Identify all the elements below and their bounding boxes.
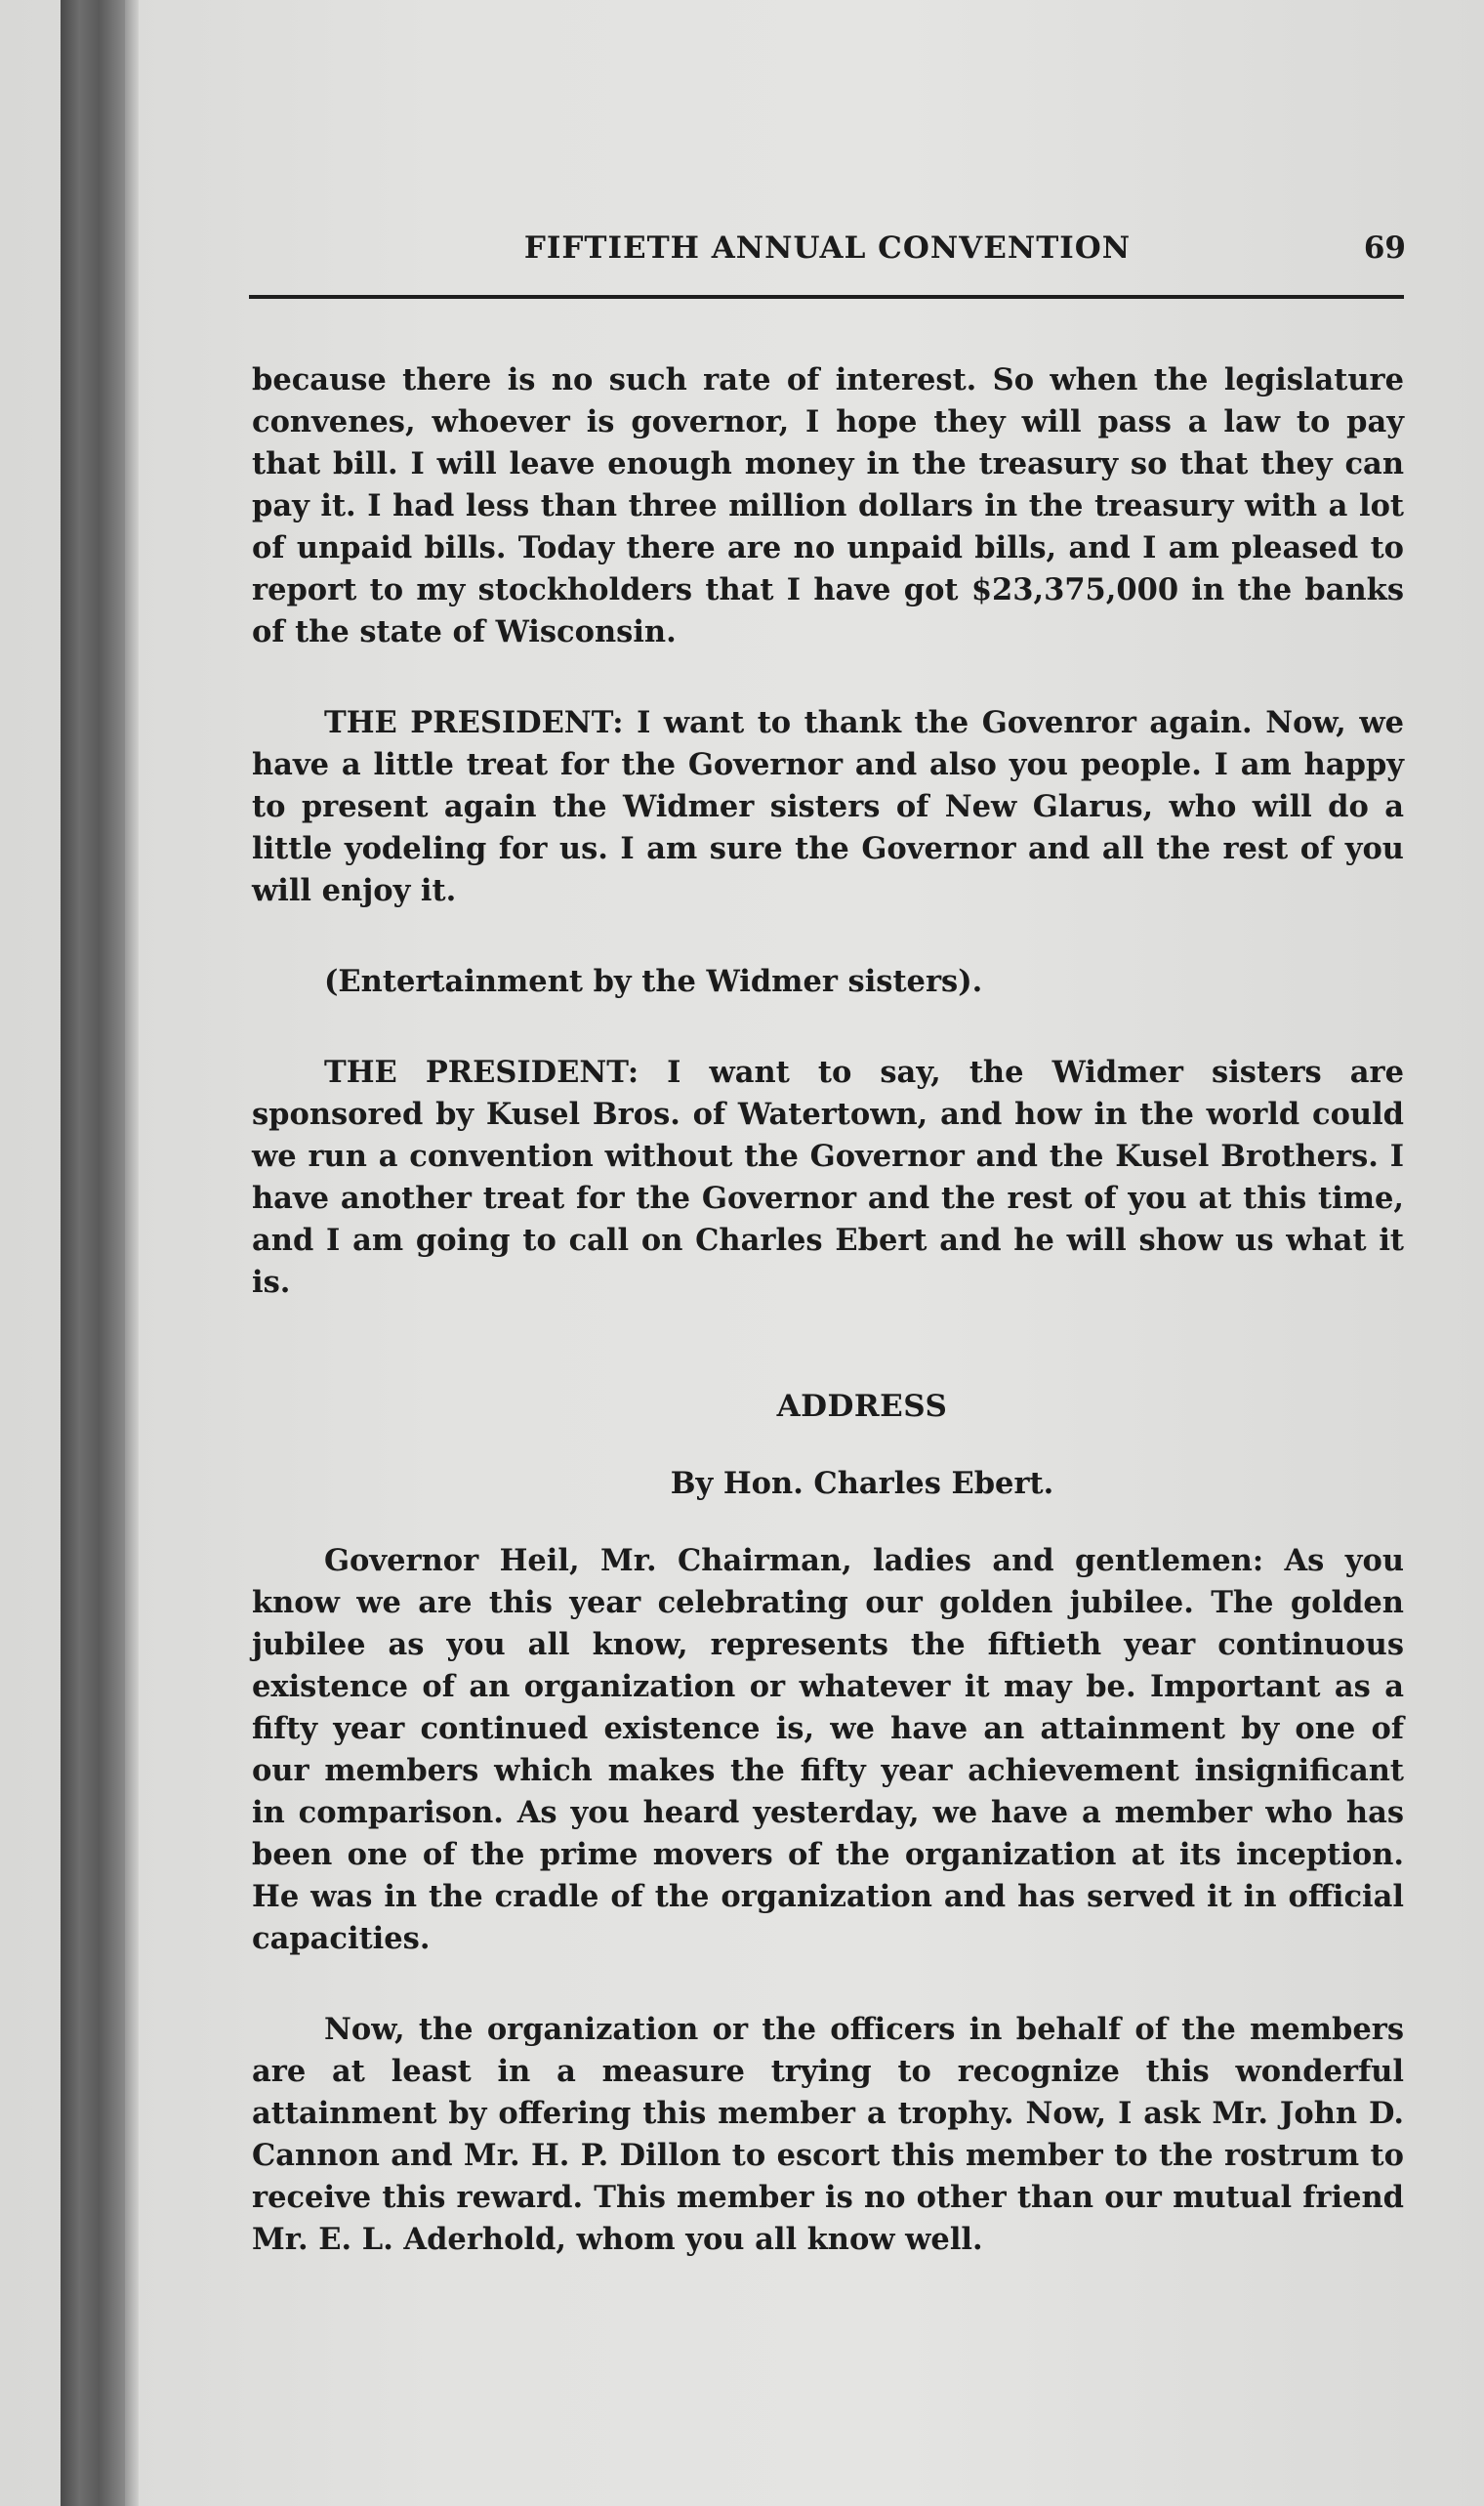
paragraph-address-1: Governor Heil, Mr. Chairman, ladies and gentlemen: As you know we are this year celebrating our golden jubilee. The golden jubilee as you all know, represents the fiftieth year continuous existence of an organization or whatever it may be. Important as a fifty year continued existence is, we have an attainment by one of our members which makes the fifty year achievement insignificant in comparison. As you heard yesterday, we have a member who has been one of the prime movers of the organization at its inception. He was in the cradle of the organization and has served it in official capacities. [252,1543,1404,1956]
paragraph-president-2: THE PRESIDENT: I want to say, the Widmer sisters are sponsored by Kusel Bros. of Watertown, and how in the world could we run a convention without the Governor and the Kusel Brothers. I have another treat for the Governor and the rest of you at this time, and I am going to call on Charles Ebert and he will show us what it is. [252,1055,1404,1300]
book-spine-shadow [61,0,125,2506]
running-title: FIFTIETH ANNUAL CONVENTION [523,230,1132,266]
page-gutter [125,0,139,2506]
page-number: 69 [1363,230,1406,266]
section-heading: ADDRESS [776,1389,948,1424]
paragraph-president-1: THE PRESIDENT: I want to thank the Govenror again. Now, we have a little treat for the Governor and also you people. I am happy to present again the Widmer sisters of New Glarus, who will do a little yodeling for us. I am sure the Governor and all the rest of you will enjoy it. [252,705,1404,908]
page-header [249,230,1406,270]
section-byline: By Hon. Charles Ebert. [670,1466,1054,1501]
paragraph-address-2: Now, the organization or the officers in behalf of the members are at least in a measure trying to recognize this wonderful attainment by offering this member a trophy. Now, I ask Mr. John D. Cannon and Mr. H. P. Dillon to escort this member to the rostrum to receive this reward. This member is no other than our mutual friend Mr. E. L. Aderhold, whom you all know well. [252,2012,1404,2257]
paragraph-entertainment: (Entertainment by the Widmer sisters). [324,964,983,999]
paragraph-continued: because there is no such rate of interest. So when the legislature convenes, whoever is governor, I hope they will pass a law to pay that bill. I will leave enough money in the treasury so that they can pay it. I had less than three million dollars in the treasury with a lot of unpaid bills. Today there are no unpaid bills, and I am pleased to report to my stockholders that I have got $23,375,000 in the banks of the state of Wisconsin. [252,362,1404,649]
header-rule [249,295,1404,299]
body-text [252,359,1404,2261]
